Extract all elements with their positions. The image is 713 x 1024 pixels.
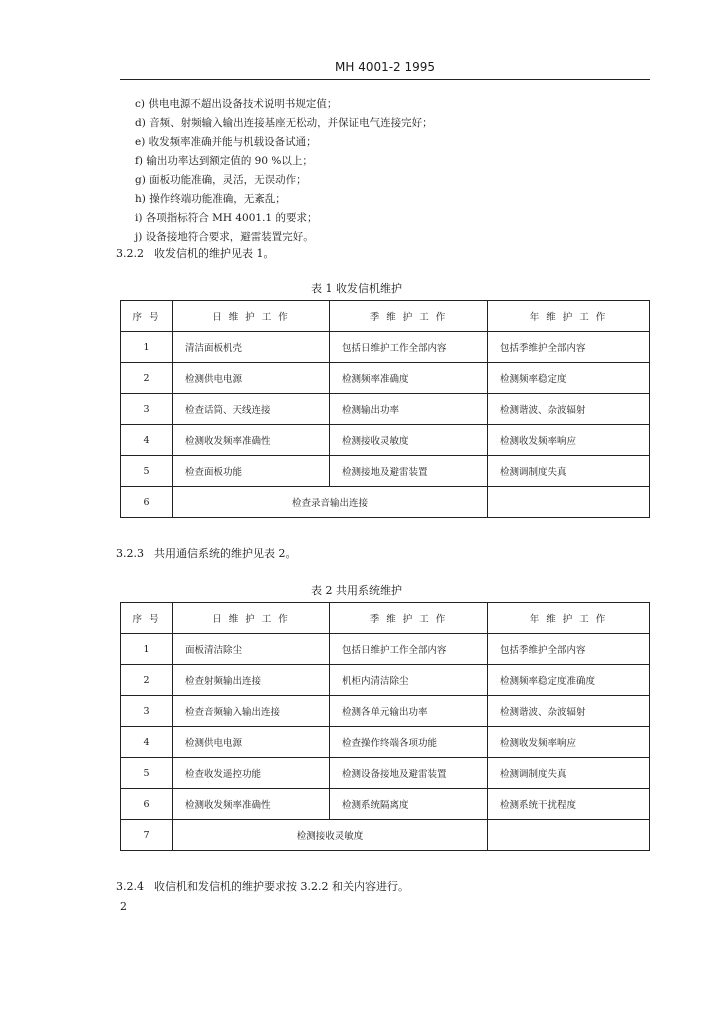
cell-yearly: 检测系统干扰程度 xyxy=(488,789,650,820)
header-yearly: 年 维 护 工 作 xyxy=(488,301,650,332)
list-item: f) 输出功率达到额定值的 90 %以上； xyxy=(135,155,313,167)
cell-quarterly: 检测系统隔离度 xyxy=(330,789,488,820)
section-number: 3.2.4 xyxy=(116,880,144,893)
table-header-row xyxy=(121,301,650,332)
list-item: h) 操作终端功能准确，无紊乱； xyxy=(135,193,286,205)
cell-empty xyxy=(488,820,650,851)
cell-index: 5 xyxy=(121,456,173,487)
section-text: 共用通信系统的维护见表 2。 xyxy=(154,547,297,560)
cell-index: 1 xyxy=(121,634,173,665)
cell-index: 4 xyxy=(121,425,173,456)
cell-quarterly: 检测接地及避雷装置 xyxy=(330,456,488,487)
header-rule xyxy=(120,79,650,80)
cell-index: 7 xyxy=(121,820,173,851)
cell-daily: 清洁面板机壳 xyxy=(173,332,330,363)
table-row xyxy=(121,789,650,820)
header-index: 序 号 xyxy=(121,603,173,634)
table-row xyxy=(121,665,650,696)
cell-merged: 检查录音输出连接 xyxy=(173,487,488,518)
header-index: 序 号 xyxy=(121,301,173,332)
cell-yearly: 检测频率稳定度准确度 xyxy=(488,665,650,696)
cell-quarterly: 检测设备接地及避雷装置 xyxy=(330,758,488,789)
table-row xyxy=(121,696,650,727)
table-row xyxy=(121,487,650,518)
table-row xyxy=(121,634,650,665)
section-3-2-4 xyxy=(116,878,409,894)
header-quarterly: 季 维 护 工 作 xyxy=(330,603,488,634)
inspection-checklist xyxy=(135,95,605,247)
page-number: 2 xyxy=(120,900,127,913)
table1-transceiver-maintenance xyxy=(120,300,650,518)
cell-quarterly: 包括日维护工作全部内容 xyxy=(330,332,488,363)
table-row xyxy=(121,332,650,363)
cell-index: 4 xyxy=(121,727,173,758)
cell-index: 2 xyxy=(121,665,173,696)
cell-daily: 检测收发频率准确性 xyxy=(173,425,330,456)
cell-yearly: 包括季维护全部内容 xyxy=(488,634,650,665)
cell-index: 6 xyxy=(121,487,173,518)
section-3-2-2 xyxy=(116,245,275,261)
section-3-2-3 xyxy=(116,545,297,561)
table-row xyxy=(121,820,650,851)
table-row xyxy=(121,456,650,487)
list-item: i) 各项指标符合 MH 4001.1 的要求； xyxy=(135,212,318,224)
list-item: d) 音频、射频输入输出连接基座无松动，并保证电气连接完好； xyxy=(135,117,433,129)
header-daily: 日 维 护 工 作 xyxy=(173,603,330,634)
cell-quarterly: 检测接收灵敏度 xyxy=(330,425,488,456)
cell-daily: 检测收发频率准确性 xyxy=(173,789,330,820)
cell-daily: 检查面板功能 xyxy=(173,456,330,487)
header-quarterly: 季 维 护 工 作 xyxy=(330,301,488,332)
cell-daily: 检测供电电源 xyxy=(173,727,330,758)
cell-yearly: 检测谐波、杂波辐射 xyxy=(488,394,650,425)
table2-caption: 表 2 共用系统维护 xyxy=(311,584,402,597)
cell-empty xyxy=(488,487,650,518)
table-row xyxy=(121,363,650,394)
cell-quarterly: 检查操作终端各项功能 xyxy=(330,727,488,758)
cell-quarterly: 检测各单元输出功率 xyxy=(330,696,488,727)
table-row xyxy=(121,394,650,425)
list-item: j) 设备接地符合要求，避雷装置完好。 xyxy=(135,231,314,243)
list-item: e) 收发频率准确并能与机载设备试通； xyxy=(135,136,317,148)
cell-index: 2 xyxy=(121,363,173,394)
cell-yearly: 包括季维护全部内容 xyxy=(488,332,650,363)
list-item: c) 供电电源不超出设备技术说明书规定值； xyxy=(135,98,338,110)
header-daily: 日 维 护 工 作 xyxy=(173,301,330,332)
cell-index: 3 xyxy=(121,394,173,425)
table-header-row xyxy=(121,603,650,634)
cell-daily: 检查话筒、天线连接 xyxy=(173,394,330,425)
section-text: 收信机和发信机的维护要求按 3.2.2 和关内容进行。 xyxy=(154,880,409,893)
cell-daily: 检查音频输入输出连接 xyxy=(173,696,330,727)
cell-index: 5 xyxy=(121,758,173,789)
header-yearly: 年 维 护 工 作 xyxy=(488,603,650,634)
cell-yearly: 检测收发频率响应 xyxy=(488,727,650,758)
table-row xyxy=(121,425,650,456)
cell-quarterly: 检测频率准确度 xyxy=(330,363,488,394)
cell-daily: 检查收发遥控功能 xyxy=(173,758,330,789)
cell-yearly: 检测收发频率响应 xyxy=(488,425,650,456)
cell-daily: 检查射频输出连接 xyxy=(173,665,330,696)
table2-shared-system-maintenance xyxy=(120,602,650,851)
standard-number: MH 4001-2 1995 xyxy=(335,60,436,74)
cell-yearly: 检测谐波、杂波辐射 xyxy=(488,696,650,727)
cell-yearly: 检测频率稳定度 xyxy=(488,363,650,394)
section-number: 3.2.2 xyxy=(116,247,144,260)
cell-quarterly: 机柜内清洁除尘 xyxy=(330,665,488,696)
section-number: 3.2.3 xyxy=(116,547,144,560)
cell-quarterly: 包括日维护工作全部内容 xyxy=(330,634,488,665)
cell-merged: 检测接收灵敏度 xyxy=(173,820,488,851)
cell-index: 3 xyxy=(121,696,173,727)
cell-daily: 面板清洁除尘 xyxy=(173,634,330,665)
cell-yearly: 检测调制度失真 xyxy=(488,758,650,789)
table-row xyxy=(121,758,650,789)
table-row xyxy=(121,727,650,758)
cell-quarterly: 检测输出功率 xyxy=(330,394,488,425)
section-text: 收发信机的维护见表 1。 xyxy=(154,247,275,260)
list-item: g) 面板功能准确，灵活，无误动作； xyxy=(135,174,307,186)
cell-yearly: 检测调制度失真 xyxy=(488,456,650,487)
table1-caption: 表 1 收发信机维护 xyxy=(311,282,402,295)
cell-index: 6 xyxy=(121,789,173,820)
cell-index: 1 xyxy=(121,332,173,363)
page-header xyxy=(120,60,650,80)
cell-daily: 检测供电电源 xyxy=(173,363,330,394)
